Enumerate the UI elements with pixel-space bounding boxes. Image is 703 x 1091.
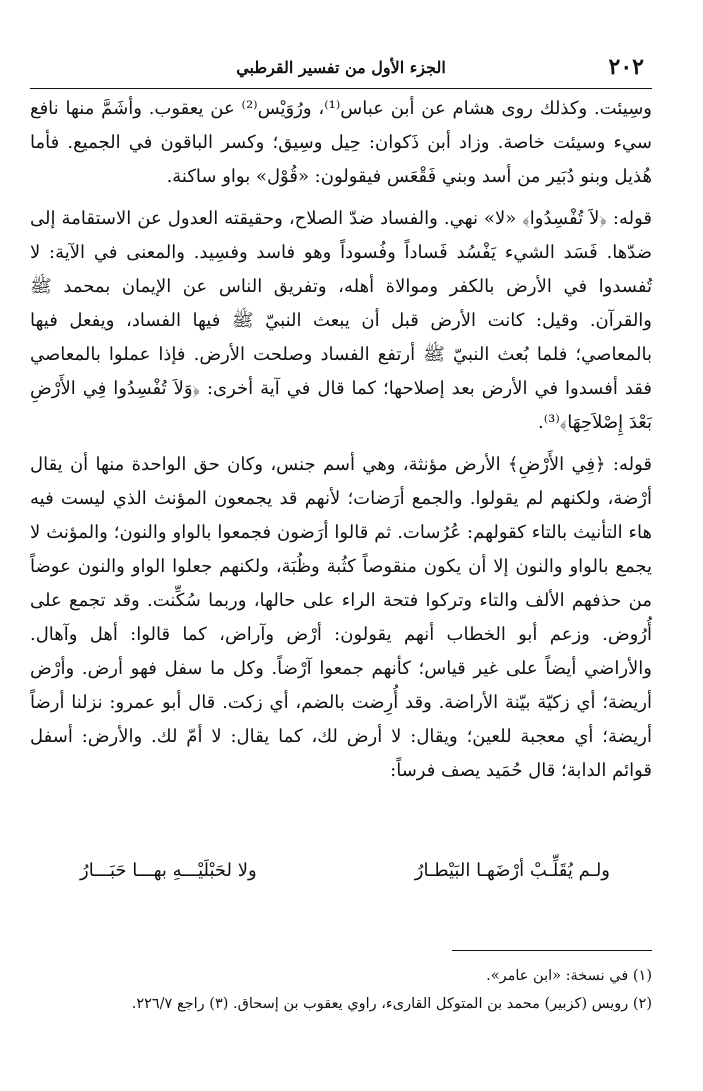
running-title: الجزء الأول من تفسير القرطبي [236, 58, 446, 77]
footnote-divider [452, 950, 652, 951]
page-number: ٢٠٢ [608, 54, 644, 80]
paragraph-3: قوله: ﴿فِي الأَرْضِ﴾ الأرض مؤنثة، وهي أسم جنس، وكان حق الواحدة منها أن يقال أرْضة، ولكنهم لم يقولوا. والجمع أرَضات؛ لأنهم قد يجمعون المؤنث الذي ليست فيه هاء التأنيث بالتاء كقولهم: عُرُسات. ثم قالوا أرَضون فجمعوا بالواو والنون؛ والمؤنث لا يجمع بالواو والنون إلا أن يكون منقوصاً كثُبة وظُبَة، ولكنهم جعلوا الواو والنون عوضاً من حذفهم الألف والتاء وتركوا فتحة الراء على حالها، وربما سُكِّنت. وقد تجمع على أُرُوض. وزعم أبو الخطاب أنهم يقولون: أرْض وآراض، كما قالوا: أهل وآهال. والأراضي أيضاً على غير قياس؛ كأنهم جمعوا آرْضاً. وكل ما سفل فهو أرض. وأرْض أريضة؛ أي زكيّة بيّنة الأراضة. وقد أُرِضت بالضم، أي زكت. قال أبو عمرو: نزلنا أرضاً أريضة؛ أي معجبة للعين؛ ويقال: لا أرض لك، كما يقال: لا أمّ لك. والأرض: أسفل قوائم الدابة؛ قال حُمَيد يصف فرساً: [30, 454, 652, 781]
paragraph-1: وسِيئت. وكذلك روى هشام عن أبن عباس⁽¹⁾، ورُوَيْس⁽²⁾ عن يعقوب. وأشَمَّ منها نافع سيء وسيئت خاصة. وزاد أبن ذَكوان: حِيل وسِيق؛ وكسر الباقون في الجميع. فأما هُذيل وبنو دُبَير من أسد وبني فَقْعَس فيقولون: «قُوْل» بواو ساكنة. [30, 98, 652, 187]
footnote-1: (١) في نسخة: «ابن عامر». [486, 968, 652, 984]
verse-second-hemistich: ولا لحَبْلَيْـــهِ بهـــا حَبَـــارُ [80, 860, 257, 881]
paragraph-2: قوله: ﴿لاَ تُفْسِدُوا﴾ «لا» نهي. والفساد ضدّ الصلاح، وحقيقته العدول عن الاستقامة إلى ضدّها. فَسَد الشيء يَفْسُد فَساداً وفُسوداً وهو فاسد وفسِيد. والمعنى في الآية: لا تُفسدوا في الأرض بالكفر وموالاة أهله، وتفريق الناس عن الإيمان بمحمد ﷺ والقرآن. وقيل: كانت الأرض قبل أن يبعث النبيّ ﷺ فيها الفساد، ويفعل فيها بالمعاصي؛ فلما بُعث النبيّ ﷺ أرتفع الفساد وصلحت الأرض. فإذا عملوا بالمعاصي فقد أفسدوا في الأرض بعد إصلاحها؛ كما قال في آية أخرى: ﴿وَلاَ تُفْسِدُوا فِي الأَرْضِ بَعْدَ إِصْلاَحِهَا﴾⁽³⁾. [30, 208, 652, 433]
page-header [30, 52, 652, 89]
verse-first-hemistich: ولـم يُقَلِّـبْ أرْضَهـا البَيْطـارُ [414, 860, 610, 881]
footnote-2-3: (٢) رويس (كزبير) محمد بن المتوكل القارىء، راوي يعقوب بن إسحاق. (٣) راجع ٢٢٦/٧. [131, 996, 652, 1012]
body-text [30, 92, 652, 788]
poetry-verse [80, 860, 640, 894]
footnotes [30, 962, 652, 1018]
